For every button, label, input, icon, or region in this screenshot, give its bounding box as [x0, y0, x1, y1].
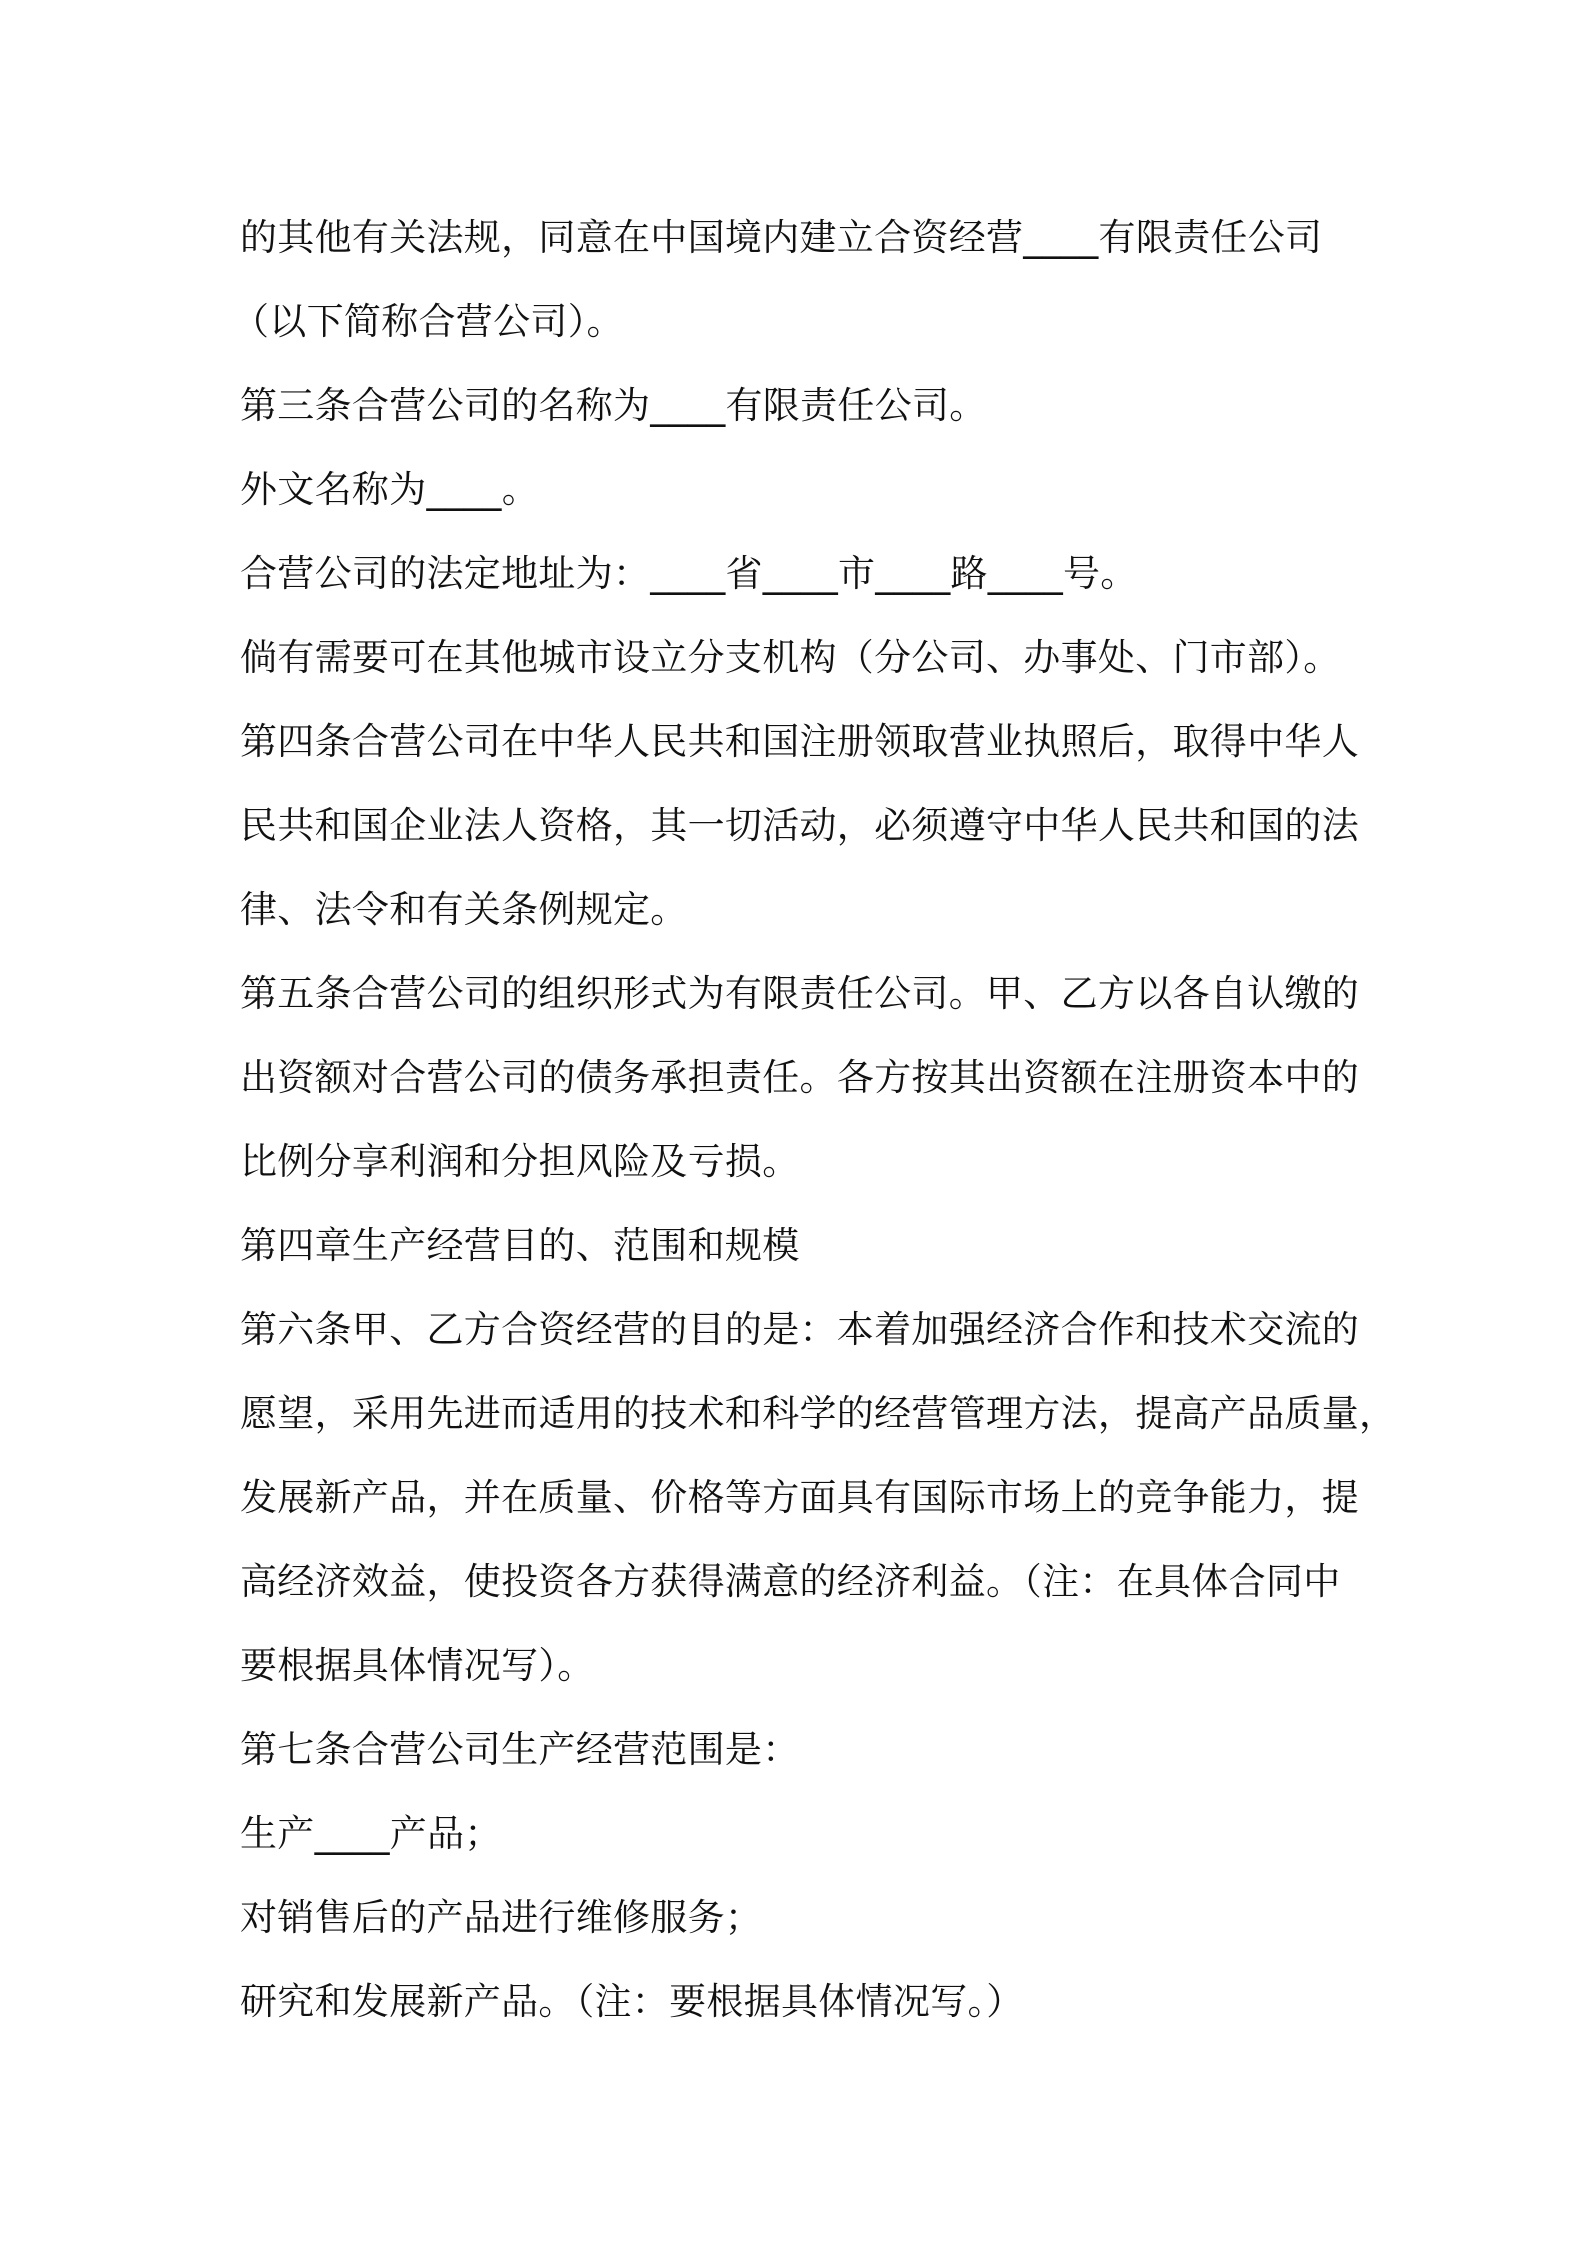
chapter-4-heading: 第四章生产经营目的、范围和规模: [240, 1224, 800, 1267]
text-line: 发展新产品，并在质量、价格等方面具有国际市场上的竞争能力，提: [240, 1476, 1359, 1519]
text-line: 比例分享利润和分担风险及亏损。: [240, 1140, 800, 1183]
text-line: 生产____产品；: [240, 1812, 502, 1855]
text-line: 要根据具体情况写）。: [240, 1644, 595, 1687]
article-3-heading: 第三条合营公司的名称为____有限责任公司。: [240, 384, 987, 427]
article-5-heading: 第五条合营公司的组织形式为有限责任公司。甲、乙方以各自认缴的: [240, 972, 1359, 1015]
text-line: 对销售后的产品进行维修服务；: [240, 1896, 763, 1939]
text-line: 的其他有关法规，同意在中国境内建立合资经营____有限责任公司: [240, 216, 1323, 259]
article-7-heading: 第七条合营公司生产经营范围是：: [240, 1728, 800, 1771]
document-body: [232, 196, 1397, 2044]
text-line: 研究和发展新产品。（注：要根据具体情况写。）: [240, 1980, 1024, 2023]
article-4-heading: 第四条合营公司在中华人民共和国注册领取营业执照后，取得中华人: [240, 720, 1359, 763]
text-line: 愿望，采用先进而适用的技术和科学的经营管理方法，提高产品质量，: [240, 1392, 1397, 1435]
text-line: 出资额对合营公司的债务承担责任。各方按其出资额在注册资本中的: [240, 1056, 1359, 1099]
text-line: 外文名称为____。: [240, 468, 539, 511]
text-line: （以下简称合营公司）。: [232, 300, 624, 343]
text-line: 民共和国企业法人资格，其一切活动，必须遵守中华人民共和国的法: [240, 804, 1359, 847]
article-6-heading: 第六条甲、乙方合资经营的目的是：本着加强经济合作和技术交流的: [240, 1308, 1359, 1351]
text-line: 高经济效益，使投资各方获得满意的经济利益。（注：在具体合同中: [240, 1560, 1341, 1603]
text-line: 倘有需要可在其他城市设立分支机构（分公司、办事处、门市部）。: [240, 636, 1341, 679]
text-line: 律、法令和有关条例规定。: [240, 888, 688, 931]
text-line: 合营公司的法定地址为：____省____市____路____号。: [240, 552, 1138, 595]
